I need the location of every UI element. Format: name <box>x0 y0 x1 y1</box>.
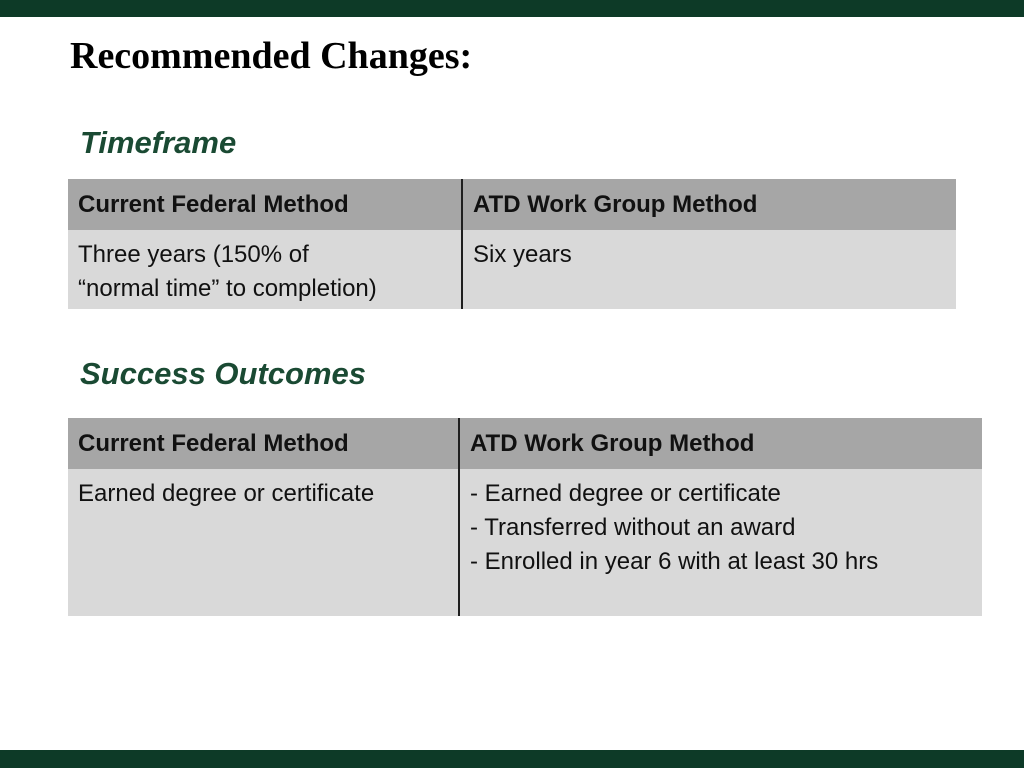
atd-work-group-method-header: ATD Work Group Method <box>462 179 956 230</box>
success-atd-item: - Earned degree or certificate <box>470 480 781 507</box>
current-federal-method-header: Current Federal Method <box>68 179 462 230</box>
table-row <box>68 230 956 309</box>
timeframe-current-cell <box>68 230 462 309</box>
atd-work-group-method-header: ATD Work Group Method <box>459 418 982 469</box>
timeframe-current-line: Three years (150% of <box>78 241 309 268</box>
success-atd-item: - Enrolled in year 6 with at least 30 hrs <box>470 548 879 575</box>
success-outcomes-table <box>68 418 982 616</box>
timeframe-heading: Timeframe <box>80 125 237 160</box>
timeframe-current-line: “normal time” to completion) <box>78 275 377 302</box>
success-outcomes-heading: Success Outcomes <box>80 356 367 391</box>
success-atd-cell <box>459 469 982 616</box>
current-federal-method-header: Current Federal Method <box>68 418 459 469</box>
table-row <box>68 469 982 616</box>
timeframe-table <box>68 179 956 309</box>
table-header-row <box>68 179 956 230</box>
success-atd-item: - Transferred without an award <box>470 514 796 541</box>
table-header-row <box>68 418 982 469</box>
top-accent-bar <box>0 0 1024 17</box>
slide-title: Recommended Changes: <box>70 35 473 77</box>
bottom-accent-bar <box>0 750 1024 768</box>
success-current-cell: Earned degree or certificate <box>68 469 459 616</box>
timeframe-atd-cell: Six years <box>462 230 956 309</box>
